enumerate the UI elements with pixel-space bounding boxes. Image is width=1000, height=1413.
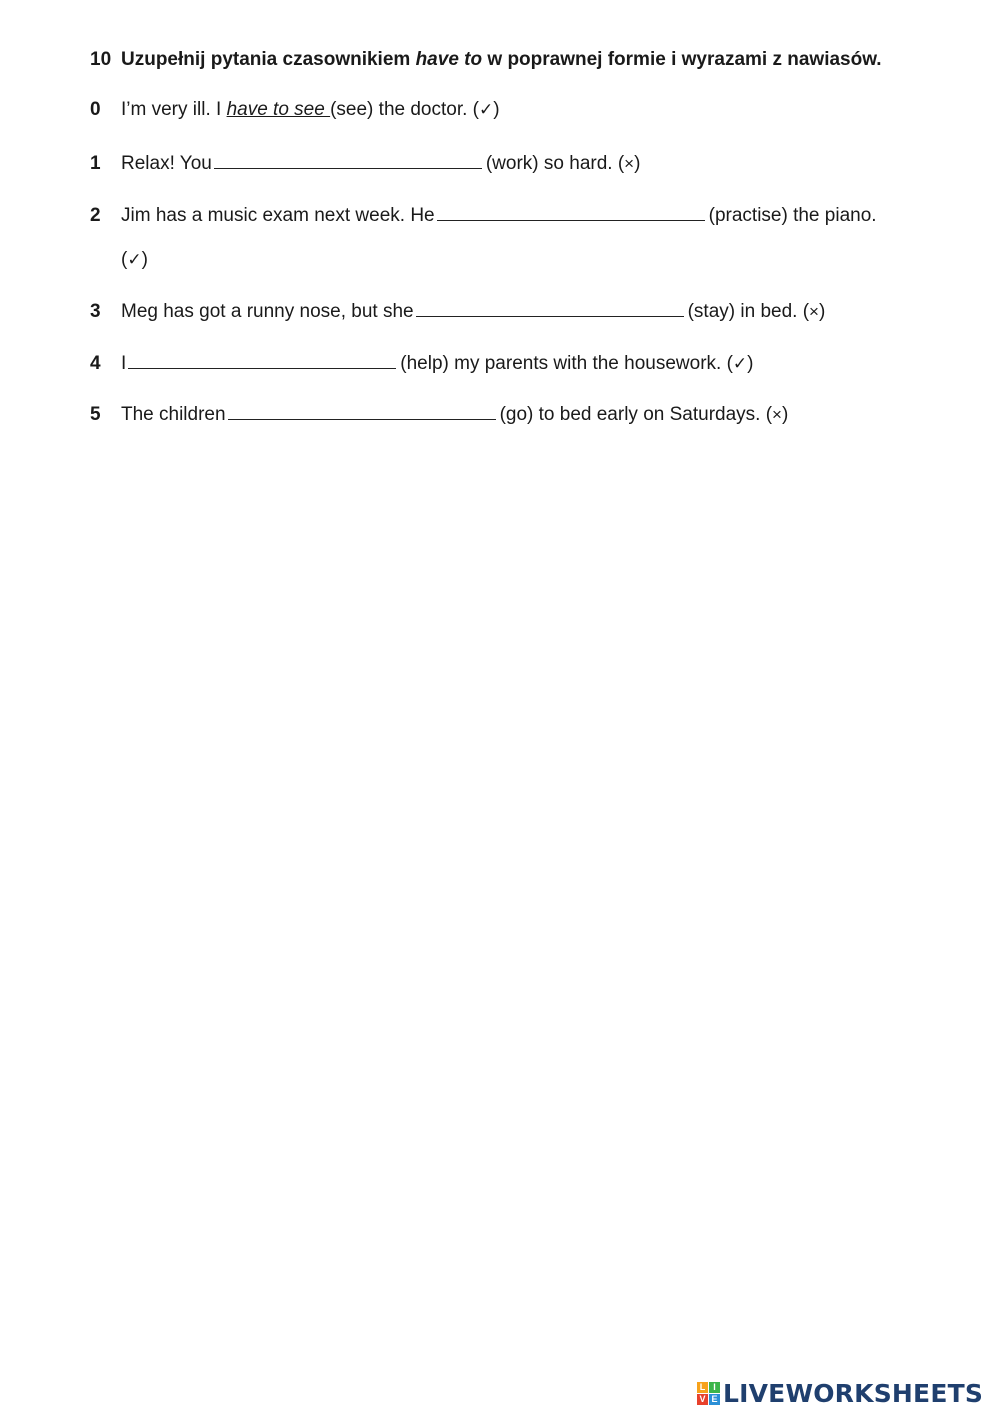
cross-mark-icon: × [772, 405, 782, 424]
logo-badge-letter: E [709, 1394, 720, 1405]
question-item-0 [90, 98, 500, 122]
exercise-heading [90, 48, 970, 72]
liveworksheets-logo[interactable] [697, 1378, 983, 1408]
item-number: 3 [90, 301, 101, 322]
logo-badge-letter: V [697, 1394, 708, 1405]
logo-badge-letter: L [697, 1382, 708, 1393]
item-text-before: I [121, 353, 127, 374]
close-paren: ) [141, 249, 148, 270]
answer-blank[interactable] [437, 202, 705, 221]
cross-mark-icon: × [809, 302, 819, 321]
item-text-before: The children [121, 404, 226, 425]
item-text-before: Jim has a music exam next week. He [121, 205, 435, 226]
answer-blank[interactable] [416, 298, 684, 317]
item-number: 5 [90, 404, 101, 425]
answer-blank[interactable] [228, 401, 496, 420]
question-item-2-continuation [121, 248, 148, 272]
question-item-2 [90, 202, 877, 228]
instruction-start: Uzupełnij pytania czasownikiem [121, 49, 416, 70]
item-text-before: Relax! You [121, 153, 212, 174]
item-text-after: (go) to bed early on Saturdays. ( [499, 404, 773, 425]
item-number: 1 [90, 153, 101, 174]
instruction-end: w poprawnej formie i wyrazami z nawiasów. [482, 49, 882, 70]
close-paren: ) [493, 99, 500, 120]
logo-badge-icon [697, 1382, 720, 1405]
item-number: 2 [90, 205, 101, 226]
cross-mark-icon: × [624, 154, 635, 173]
question-item-1 [90, 150, 640, 176]
answer-blank[interactable] [128, 350, 396, 369]
exercise-number: 10 [90, 49, 112, 70]
item-text-after: (help) my parents with the housework. ( [400, 353, 733, 374]
open-paren: ( [121, 249, 128, 270]
item-text-after: (stay) in bed. ( [687, 301, 810, 322]
item-number: 4 [90, 353, 101, 374]
answer-blank[interactable] [214, 150, 482, 169]
check-mark-icon: ✓ [127, 250, 142, 269]
close-paren: ) [747, 353, 754, 374]
item-text-after: (see) the doctor. ( [330, 99, 479, 120]
item-text-after: (work) so hard. ( [485, 153, 625, 174]
logo-badge-letter: I [709, 1382, 720, 1393]
question-item-3 [90, 298, 825, 324]
close-paren: ) [634, 153, 641, 174]
close-paren: ) [818, 301, 826, 322]
item-text-before: I’m very ill. I [121, 99, 227, 120]
item-number: 0 [90, 99, 101, 120]
close-paren: ) [781, 404, 789, 425]
logo-text: LIVEWORKSHEETS [723, 1378, 984, 1408]
example-answer: have to see [226, 99, 331, 120]
question-item-4 [90, 350, 754, 376]
check-mark-icon: ✓ [732, 354, 748, 373]
instruction-italic: have to [415, 49, 483, 70]
question-item-5 [90, 401, 788, 427]
item-text-before: Meg has got a runny nose, but she [121, 301, 414, 322]
item-text-after: (practise) the piano. [708, 205, 877, 226]
check-mark-icon: ✓ [479, 100, 494, 119]
